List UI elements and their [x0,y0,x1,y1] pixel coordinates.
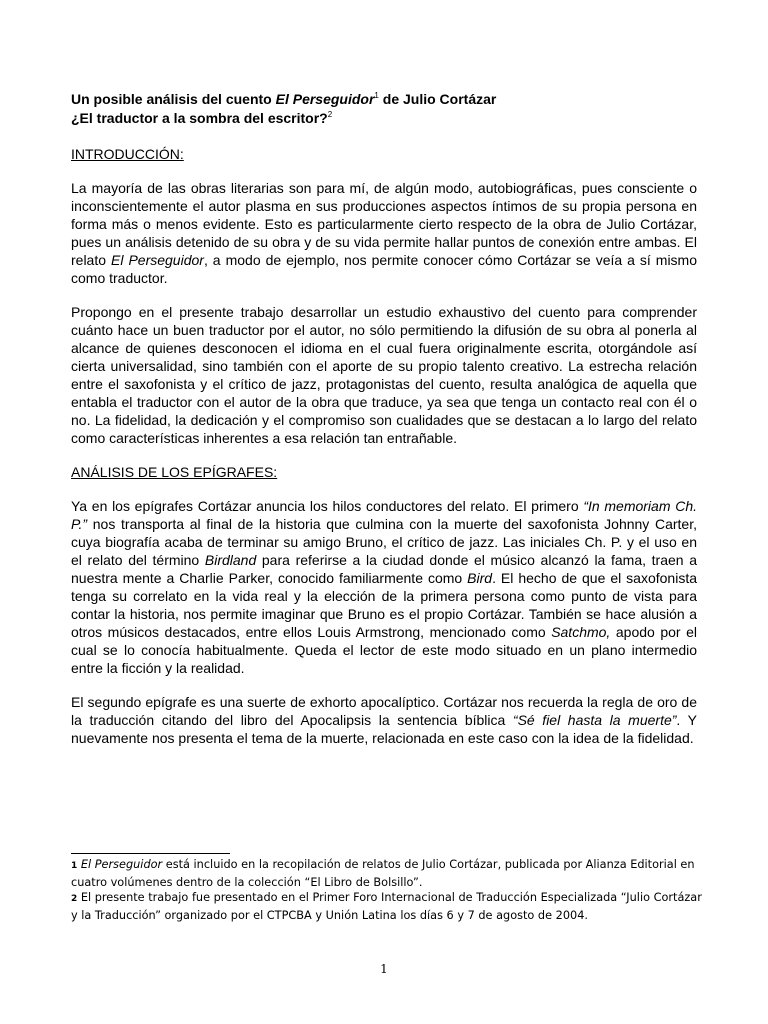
epigraphs-paragraph-1 [71,497,697,677]
title-line1-text: Un posible análisis del cuento [71,91,276,107]
epi-p2-text-b: . Y nuevamente nos presenta el tema de la muerte, relacionada en este caso con la idea de la fidelidad. [71,712,698,746]
footnote-separator [71,853,230,854]
footnote-1-mark: 1 [71,861,78,871]
intro-paragraph-1 [71,179,697,287]
epi-p1-text-a: Ya en los epígrafes Cortázar anuncia los hilos conductores del relato. El primero [71,498,584,514]
page-number: 1 [380,962,388,976]
epi-p1-text-c: para referirse a la ciudad donde el músico alcanzó la fama, traen a nuestra mente a Charlie Parker, conocido familiarmente como [71,552,697,586]
epi-p1-text-b: nos transporta al final de la historia que culmina con la muerte del saxofonista Johnny Carter, cuya biografía acaba de terminar su amigo Bruno, el crítico de jazz. Las iniciales Ch. P. y el uso en el relato del término [71,516,697,568]
document-subtitle: ¿El traductor a la sombra del escritor? [71,110,328,126]
footnotes [71,853,711,923]
footnote-2-mark: 2 [71,894,78,904]
epi-p1-italic-1: “In memoriam Ch. P.” [71,498,697,532]
footnote-2-text: El presente trabajo fue presentado en el Primer Foro Internacional de Traducción Especializada “Julio Cortázar y la Traducción” organizado por el CTPCBA y Unión Latina los días 6 y 7 de agosto de 2004. [71,891,702,922]
document-body [71,90,697,747]
epi-p2-italic: “Sé fiel hasta la muerte” [512,712,677,728]
footnote-1-text: está incluido en la recopilación de relatos de Julio Cortázar, publicada por Alianza Editorial en cuatro volúmenes dentro de la colección “El Libro de Bolsillo”. [71,858,695,889]
footnote-1-italic: El Perseguidor [80,858,163,871]
footnote-ref-2[interactable]: 2 [327,110,333,119]
footnote-ref-1[interactable]: 1 [374,91,379,100]
epi-p1-italic-2: Birdland [204,552,257,568]
title-line1-end: de Julio Cortázar [378,91,497,107]
epigraphs-paragraph-2 [71,693,697,747]
epi-p1-text-e: apodo por el cual se lo conocía habitualmente. Queda el lector de este modo situado en un plano intermedio entre la ficción y la realidad. [71,624,698,676]
epi-p1-text-d: . El hecho de que el saxofonista tenga su correlato en la vida real y la elección de la primera persona como punto de vista para contar la historia, nos permite imaginar que Bruno es el propio Cortázar. También se hace alusión a otros músicos destacados, entre ellos Louis Armstrong, mencionado como [71,570,698,640]
intro-paragraph-2: Propongo en el presente trabajo desarrollar un estudio exhaustivo del cuento para comprender cuánto hace un buen traductor por el autor, no sólo permitiendo la difusión de su obra al ponerla al alcance de quienes desconocen el idioma en el cual fuera originalmente escrita, otorgándole así cierta universalidad, sino también con el aporte de su propio talento creativo. La estrecha relación entre el saxofonista y el crítico de jazz, protagonistas del cuento, resulta analógica de aquella que entabla el traductor con el autor de la obra que traduce, ya sea que tenga un contacto real con él o no. La fidelidad, la dedicación y el compromiso son cualidades que se destacan a lo largo del relato como características inherentes a esa relación tan entrañable. [71,304,697,446]
epi-p1-italic-3: Bird [467,570,493,586]
footnote-2 [71,890,711,923]
epi-p1-italic-4: Satchmo, [551,624,611,640]
epigraphs-heading: ANÁLISIS DE LOS EPÍGRAFES: [71,464,278,480]
intro-p1-text-b: , a modo de ejemplo, nos permite conocer cómo Cortázar se veía a sí mismo como traductor. [71,252,697,286]
footnote-1 [71,857,711,890]
intro-p1-italic: El Perseguidor [111,252,204,268]
document-title [71,90,697,128]
intro-heading: INTRODUCCIÓN: [71,146,184,162]
epi-p2-text-a: El segundo epígrafe es una suerte de exhorto apocalíptico. Cortázar nos recuerda la regla de oro de la traducción citando del libro del Apocalipsis la sentencia bíblica [71,694,697,728]
title-story-name: El Perseguidor [275,91,375,107]
intro-p1-text-a: La mayoría de las obras literarias son para mí, de algún modo, autobiográficas, pues consciente o inconscientemente el autor plasma en sus producciones aspectos íntimos de su propia persona en forma más o menos evidente. Esto es particularmente cierto respecto de la obra de Julio Cortázar, pues un análisis detenido de su obra y de su vida permite hallar puntos de conexión entre ambas. El relato [71,180,697,268]
